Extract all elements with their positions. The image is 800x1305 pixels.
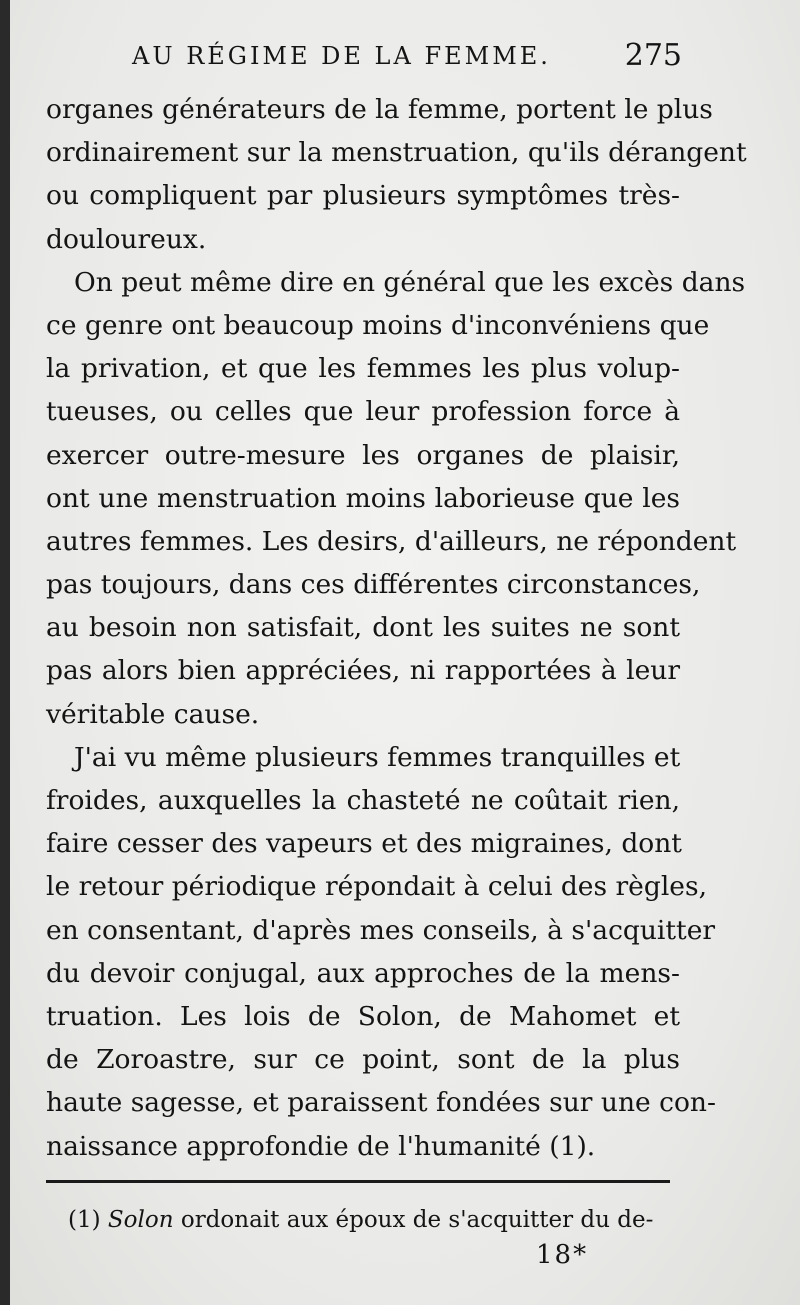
paragraph-excess [46,261,746,736]
text-line: On peut même dire en général que les excès dans [74,266,746,298]
signature-mark: 18* [536,1240,589,1270]
paragraph-continuation [46,88,747,261]
footnote-italic-name: Solon [107,1207,174,1233]
text-line: autres femmes. Les desirs, d'ailleurs, ne répondent [46,525,737,557]
running-title: AU RÉGIME DE LA FEMME. [132,42,551,70]
text-line: pas toujours, dans ces différentes circonstances, [46,569,701,601]
text-line: au besoin non satisfait, dont les suites ne sont [46,612,680,644]
text-line: du devoir conjugal, aux approches de la mens- [46,957,680,989]
text-line: J'ai vu même plusieurs femmes tranquilles et [74,741,681,773]
text-line: tueuses, ou celles que leur profession force à [46,396,680,428]
footnote-text: ordonait aux époux de s'acquitter du de- [180,1207,654,1233]
page-number: 275 [624,38,682,73]
text-line: exercer outre-mesure les organes de plaisir, [46,439,680,471]
text-line: ou compliquent par plusieurs symptômes très- [46,180,680,212]
text-line: ont une menstruation moins laborieuse que les [46,482,680,514]
text-line: haute sagesse, et paraissent fondées sur une con- [46,1087,716,1119]
page-header [132,38,692,82]
page-edge-shadow [0,0,10,1305]
body-text [46,88,747,1168]
footnote-rule [46,1180,670,1183]
text-line: ce genre ont beaucoup moins d'inconvéniens que [46,309,710,341]
text-line: truation. Les lois de Solon, de Mahomet et [46,1000,680,1032]
text-line: de Zoroastre, sur ce point, sont de la plus [46,1044,680,1076]
text-line: ordinairement sur la menstruation, qu'ils dérangent [46,137,747,169]
text-line: le retour périodique répondait à celui des règles, [46,871,708,903]
footnote [68,1205,672,1235]
text-line: pas alors bien appréciées, ni rapportées à leur [46,655,680,687]
text-line: naissance approfondie de l'humanité (1). [46,1130,596,1162]
text-line: en consentant, d'après mes conseils, à s'acquitter [46,914,716,946]
paragraph-observation [46,736,716,1168]
text-line: faire cesser des vapeurs et des migraines, dont [46,828,682,860]
text-line: véritable cause. [46,698,260,730]
text-line: douloureux. [46,223,207,255]
text-line: organes générateurs de la femme, portent le plus [46,94,713,125]
text-line: la privation, et que les femmes les plus volup- [46,353,680,385]
footnote-marker: (1) [68,1207,101,1233]
text-line: froides, auxquelles la chasteté ne coûtait rien, [46,785,680,816]
